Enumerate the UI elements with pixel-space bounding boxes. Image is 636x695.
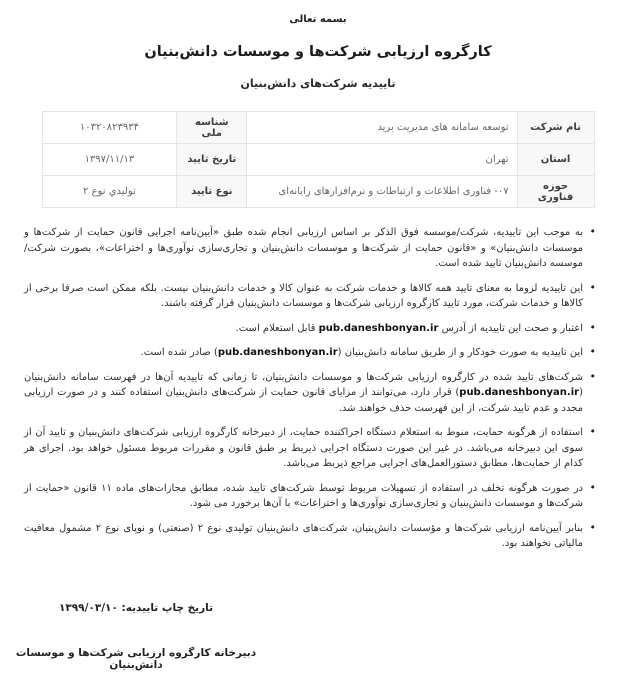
info-table-row [42, 112, 594, 144]
note-text: اعتبار و صحت این تاییدیه از آدرس [438, 322, 583, 334]
note-item [24, 321, 597, 337]
note-item [24, 345, 597, 361]
page-subtitle: تاییدیه شرکت‌های دانش‌بنیان [240, 77, 396, 90]
note-text: این تاییدیه به صورت خودکار و از طریق سامانه دانش‌بنیان ( [337, 347, 583, 358]
page-title: کارگروه ارزیابی شرکت‌ها و موسسات دانش‌بنیان [144, 44, 492, 60]
info-label-cell: شناسه ملی [177, 112, 247, 144]
print-date-line [0, 602, 272, 614]
note-text: ) قرار دارد، می‌توانند از مزایای قانون حمایت از شرکت‌های دانش‌بنیان استفاده کنند و در صورت ارزیابی مجدد و عدم تایید شرکت، از این فهرست حذف خواهند شد. [24, 387, 583, 414]
info-value-cell: توسعه سامانه های مدیریت برید [247, 112, 517, 144]
info-table-row [42, 144, 594, 176]
url-text: pub.daneshbonyan.ir [217, 347, 338, 358]
info-value-cell: تهران [247, 144, 517, 176]
note-text: قابل استعلام است. [235, 322, 319, 334]
terms-and-conditions-list [24, 225, 597, 552]
company-info-table [42, 111, 595, 208]
note-text: این تاییدیه لزوما به معنای تایید همه کالاها و خدمات شرکت به عنوان کالا و خدمات دانش‌بنیان نیست. بلکه ممکن است صرفا برخی از کالاها و خدمات شرکت، مورد تایید کارگروه ارزیابی شرکت‌ها و موسسات دانش‌بنیان قرار گرفته باشند. [24, 282, 583, 309]
url-text: pub.daneshbonyan.ir [318, 322, 439, 334]
info-value-cell: ۱۳۹۷/۱۱/۱۳ [42, 144, 177, 176]
note-item [24, 225, 597, 272]
note-item [24, 425, 597, 472]
info-label-cell: نام شرکت [517, 112, 594, 144]
info-value-cell: ۰۷- فناوری اطلاعات و ارتباطات و نرم‌افزارهای رایانه‌ای [247, 176, 517, 208]
note-item [24, 281, 597, 312]
info-value-cell: تولیدي نوع ۲ [42, 176, 177, 208]
secretariat-signature: دبیرخانه کارگروه ارزیابی شرکت‌ها و موسسات دانش‌بنیان [15, 646, 257, 671]
print-date-value: ۱۳۹۹/۰۳/۱۰ [58, 601, 118, 614]
note-item [24, 370, 597, 417]
info-table-row [42, 176, 594, 208]
note-item [24, 481, 597, 512]
note-text: در صورت هرگونه تخلف در استفاده از تسهیلات مربوط توسط شرکت‌های تایید شده، مطابق مجازات‌های ماده ۱۱ قانون «حمایت از شرکت‌ها و موسسات دانش‌بنیان و تجاری‌سازی نوآوری‌ها و اختراعات» با آن‌ها برخورد می شود. [24, 482, 583, 509]
note-item [24, 521, 597, 552]
note-text: شرکت‌های تایید شده در کارگروه ارزیابی شرکت‌ها و موسسات دانش‌بنیان، تا زمانی که تاییدیه آن‌ها در فهرست سامانه دانش‌بنیان ( [24, 371, 583, 398]
note-text: ) صادر شده است. [140, 347, 218, 358]
note-text: استفاده از هرگونه حمایت، منوط به استعلام دستگاه اجراکننده حمایت، از دبیرخانه کارگروه ارزیابی شرکت‌های دانش‌بنیان و تایید آن از سوی این دبیرخانه می‌باشد. در غیر این صورت دستگاه اجرایی ذیربط بر طبق قانون و مقررات مربوط مسئول خواهد بود. اجرای هر کدام از حمایت‌ها، مطابق دستورالعمل‌های اجرایی مراجع ذیربط می‌باشد. [24, 427, 583, 469]
info-label-cell: نوع تایید [177, 176, 247, 208]
info-value-cell: ۱۰۳۲۰۸۲۳۹۳۴ [42, 112, 177, 144]
info-label-cell: استان [517, 144, 594, 176]
footer [0, 602, 272, 695]
note-text: بنابر آیین‌نامه ارزیابی شرکت‌ها و مؤسسات دانش‌بنیان، شرکت‌های دانش‌بنیان تولیدی نوع ۲ (صنعتی) و نوپای نوع ۲ مشمول معافیت مالیاتی نخواهند بود. [24, 522, 584, 549]
info-label-cell: حوزه فناوری [517, 176, 594, 208]
print-date-label: تاریخ چاپ تاییدیه: [121, 601, 214, 614]
note-text: به موجب این تاییدیه، شرکت/موسسه فوق الذکر بر اساس ارزیابی انجام شده طبق «آیین‌نامه اجرایی قانون حمایت از شرکت‌ها و موسسات دانش‌بنیان» و «قانون حمایت از شرکت‌ها و موسسات دانش‌بنیان و تجاری‌سازی نوآوری‌ها و اختراعات»، بصورت شرکت/موسسه دانش‌بنیان تایید شده است. [24, 227, 583, 269]
url-text: pub.daneshbonyan.ir [459, 387, 580, 398]
bismillah-text: بسمه تعالی [289, 14, 347, 25]
info-label-cell: تاریخ تایید [177, 144, 247, 176]
